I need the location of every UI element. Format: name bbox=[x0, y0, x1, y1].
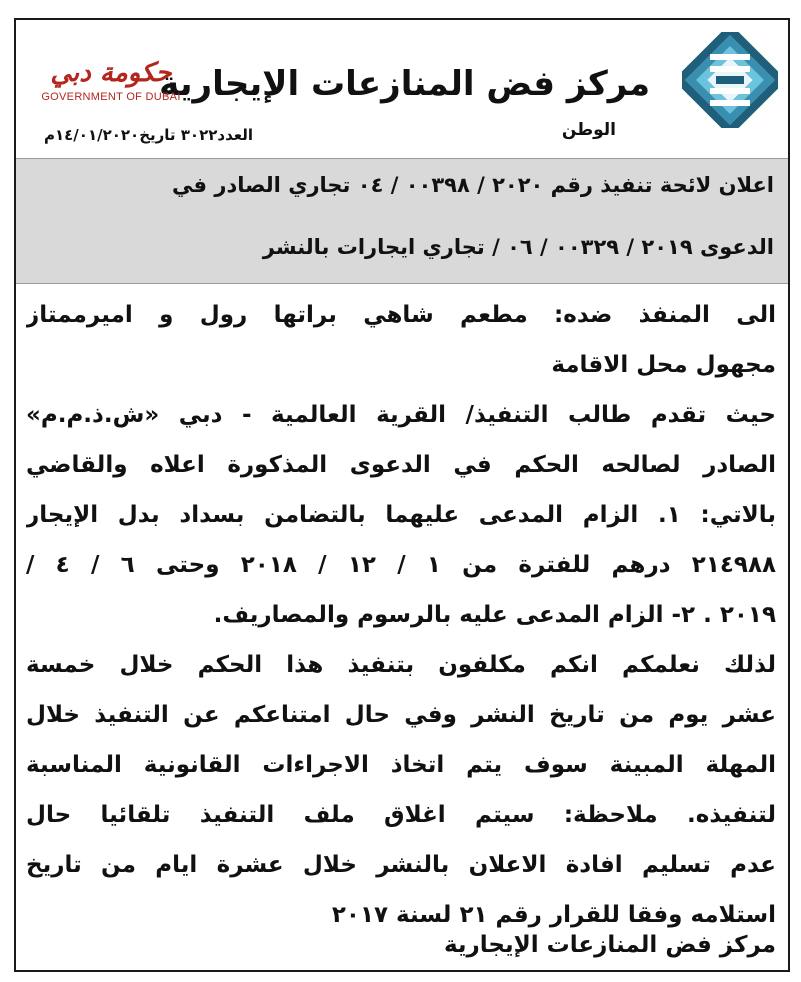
publication-name: الوطن bbox=[561, 120, 616, 140]
body-line: لذلك نعلمكم انكم مكلفون بتنفيذ هذا الحكم خلال خمسة bbox=[26, 652, 776, 678]
issuer-signature: مركز فض المنازعات الإيجارية bbox=[443, 932, 776, 958]
center-logo-icon bbox=[682, 32, 778, 128]
subject-line-2: الدعوى ٢٠١٩ / ٠٠٣٢٩ / ٠٦ / تجاري ايجارات بالنشر bbox=[262, 235, 774, 259]
body-line: ٢١٤٩٨٨ درهم للفترة من ١ / ١٢ / ٢٠١٨ وحتى ٦ / ٤ / bbox=[26, 552, 776, 578]
notice-header bbox=[16, 20, 788, 156]
body-line: عشر يوم من تاريخ النشر وفي حال امتناعكم عن التنفيذ خلال bbox=[26, 702, 776, 728]
body-line: لتنفيذه. ملاحظة: سيتم اغلاق ملف التنفيذ تلقائيا حال bbox=[26, 802, 776, 828]
body-line: استلامه وفقا للقرار رقم ٢١ لسنة ٢٠١٧ bbox=[331, 902, 776, 928]
body-line: الى المنفذ ضده: مطعم شاهي براتها رول و اميرممتاز bbox=[26, 302, 776, 328]
body-line: حيث تقدم طالب التنفيذ/ القرية العالمية - دبي «ش.ذ.م.م» bbox=[26, 402, 776, 428]
notice-title: مركز فض المنازعات الإيجارية bbox=[159, 64, 650, 104]
body-line: مجهول محل الاقامة bbox=[551, 352, 776, 378]
government-of-dubai-logo bbox=[30, 56, 192, 130]
notice-frame bbox=[14, 18, 790, 972]
body-line: ٢٠١٩ . ٢- الزام المدعى عليه بالرسوم والمصاريف. bbox=[213, 602, 776, 628]
subject-line-1: اعلان لائحة تنفيذ رقم ٢٠٢٠ / ٠٠٣٩٨ / ٠٤ تجاري الصادر في bbox=[172, 173, 774, 197]
body-line: عدم تسليم افادة الاعلان بالنشر خلال عشرة ايام من تاريخ bbox=[26, 852, 776, 878]
dubai-logo-english: GOVERNMENT OF DUBAI bbox=[41, 91, 181, 103]
body-line: بالاتي: ١. الزام المدعى عليهما بالتضامن بسداد بدل الإيجار bbox=[26, 502, 776, 528]
rental-dispute-center-logo bbox=[682, 32, 778, 128]
notice-subject-banner bbox=[16, 158, 788, 284]
body-line: الصادر لصالحه الحكم في الدعوى المذكورة اعلاه والقاضي bbox=[26, 452, 776, 478]
dubai-logo-arabic: حكومة دبي bbox=[50, 58, 172, 88]
issue-number-date: العدد٣٠٢٢ تاريخ١٤/٠١/٢٠٢٠م bbox=[44, 126, 254, 144]
notice-body bbox=[26, 292, 776, 942]
body-line: المهلة المبينة سوف يتم اتخاذ الاجراءات القانونية المناسبة bbox=[26, 752, 776, 778]
